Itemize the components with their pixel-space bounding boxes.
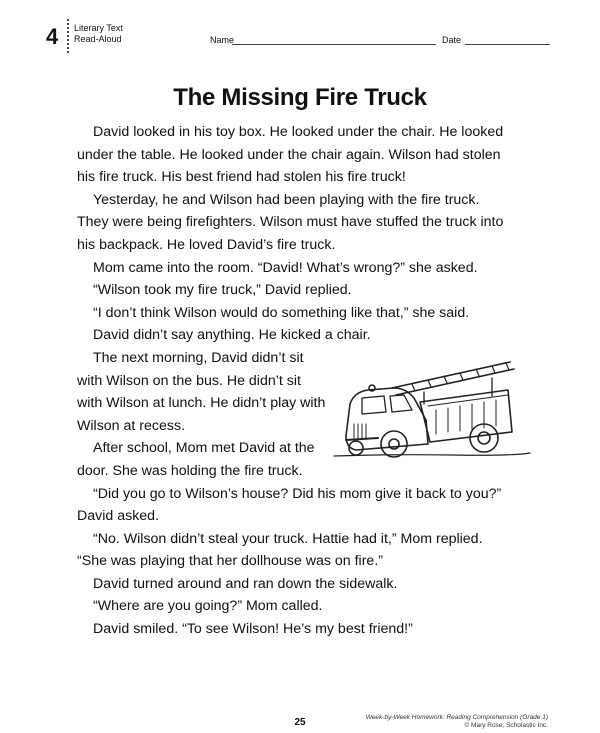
story-line: “No. Wilson didn’t steal your truck. Hattie had it,” Mom replied.: [93, 530, 483, 547]
fire-truck-illustration: [332, 358, 532, 464]
worksheet-header: [0, 18, 600, 54]
story-line: “Wilson took my fire truck,” David replied.: [93, 282, 352, 299]
dotted-divider: [67, 18, 69, 54]
story-line: “Did you go to Wilson’s house? Did his mom give it back to you?”: [93, 485, 502, 502]
name-field[interactable]: [232, 44, 436, 45]
story-line: Wilson at recess.: [77, 417, 186, 434]
story-line: door. She was holding the fire truck.: [77, 462, 303, 479]
story-line: David didn’t say anything. He kicked a chair.: [93, 327, 371, 344]
copyright-credit: © Mary Rose, Scholastic Inc.: [464, 722, 548, 729]
story-line: his fire truck. His best friend had stolen his fire truck!: [77, 169, 406, 186]
story-line: under the table. He looked under the chair again. Wilson had stolen: [77, 146, 501, 163]
story-line: The next morning, David didn’t sit: [93, 349, 304, 366]
week-number: 4: [46, 24, 59, 49]
date-field[interactable]: [465, 44, 550, 45]
name-label: Name: [210, 35, 235, 45]
story-title: The Missing Fire Truck: [173, 84, 427, 111]
story-line: David smiled. “To see Wilson! He’s my best friend!”: [93, 621, 413, 638]
page-number: 25: [294, 717, 306, 728]
story-line: his backpack. He loved David’s fire truck.: [77, 236, 336, 253]
story-line: with Wilson at lunch. He didn’t play with: [77, 395, 326, 412]
book-credit: Week-by-Week Homework: Reading Comprehension (Grade 1): [365, 714, 548, 721]
story-line: David turned around and ran down the sidewalk.: [93, 575, 398, 592]
story-line: “I don’t think Wilson would do something like that,” she said.: [93, 304, 470, 321]
date-label: Date: [442, 35, 462, 45]
story-line: David asked.: [77, 508, 160, 525]
section-type-label: Literary Text: [74, 23, 123, 33]
story-line: They were being firefighters. Wilson must have stuffed the truck into: [77, 214, 504, 231]
story-line: “She was playing that her dollhouse was on fire.”: [77, 553, 383, 570]
story-line: Yesterday, he and Wilson had been playing with the fire truck.: [93, 191, 480, 208]
story-line: After school, Mom met David at the: [93, 440, 315, 457]
story-line: Mom came into the room. “David! What’s wrong?” she asked.: [93, 259, 478, 276]
section-subtype-label: Read-Aloud: [74, 34, 122, 44]
story-line: with Wilson on the bus. He didn’t sit: [77, 372, 301, 389]
story-line: David looked in his toy box. He looked under the chair. He looked: [93, 124, 504, 140]
story-line: “Where are you going?” Mom called.: [93, 598, 323, 615]
